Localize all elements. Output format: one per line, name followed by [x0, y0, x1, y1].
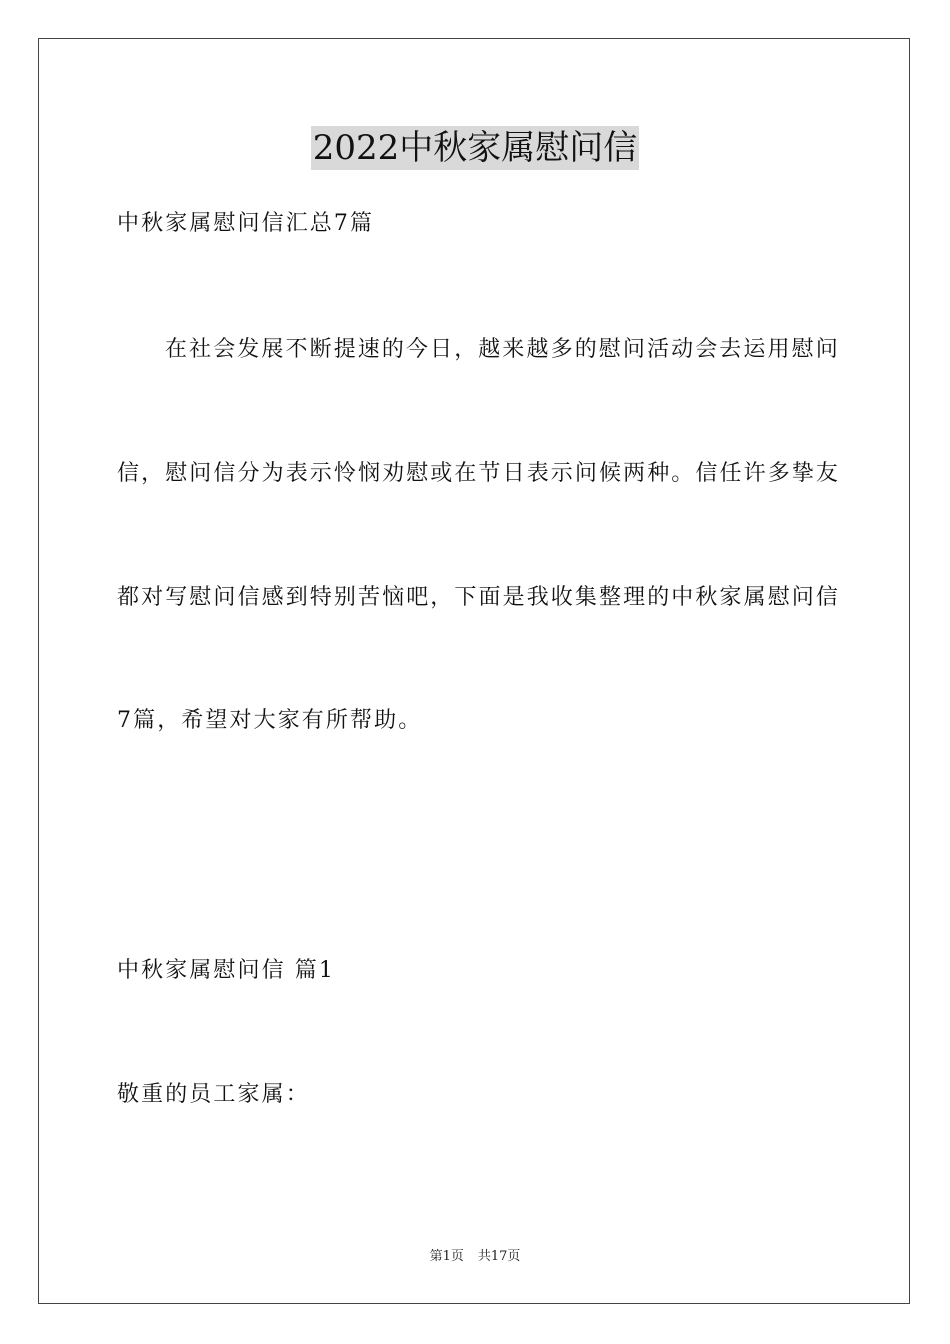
- paragraph-line: 7篇，希望对大家有所帮助。: [117, 708, 423, 733]
- paragraph-line: 都对写慰问信感到特别苦恼吧，下面是我收集整理的中秋家属慰问信: [117, 585, 841, 610]
- paragraph-line: 信，慰问信分为表示怜悯劝慰或在节日表示问候两种。信任许多挚友: [117, 461, 841, 486]
- paragraph-line: 在社会发展不断提速的今日，越来越多的慰问活动会去运用慰问: [165, 337, 840, 362]
- page-number: 第1页: [429, 1249, 464, 1264]
- section-heading: 中秋家属慰问信 篇1: [117, 958, 335, 983]
- document-subtitle: 中秋家属慰问信汇总7篇: [117, 211, 375, 236]
- title-container: [0, 126, 950, 170]
- salutation: 敬重的员工家属：: [117, 1082, 310, 1107]
- page-footer: [0, 1248, 950, 1266]
- document-title: 2022中秋家属慰问信: [312, 128, 638, 168]
- page-total: 共17页: [477, 1249, 521, 1264]
